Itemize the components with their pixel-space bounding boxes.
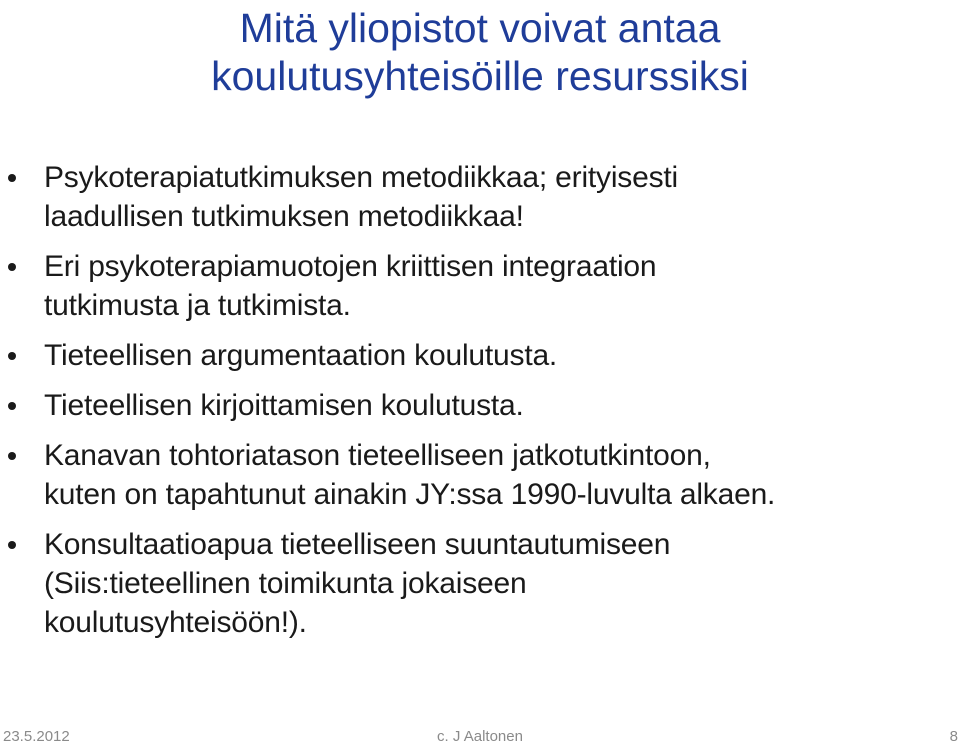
slide-title-line-2: koulutusyhteisöille resurssiksi — [211, 53, 749, 99]
bullet-list — [0, 158, 960, 653]
bullet-text-line: Tieteellisen kirjoittamisen koulutusta. — [44, 389, 524, 422]
bullet-text-line: Psykoterapiatutkimuksen metodiikkaa; erityisesti — [44, 161, 678, 194]
bullet-dot-icon — [8, 541, 16, 549]
bullet-text-line: kuten on tapahtunut ainakin JY:ssa 1990-luvulta alkaen. — [44, 478, 776, 511]
slide-title-line-1: Mitä yliopistot voivat antaa — [239, 5, 721, 51]
bullet-text-line: tutkimusta ja tutkimista. — [44, 289, 351, 322]
bullet-text-line: koulutusyhteisöön!). — [44, 606, 307, 639]
bullet-dot-icon — [8, 263, 16, 271]
bullet-text-line: Eri psykoterapiamuotojen kriittisen integraation — [44, 250, 657, 283]
bullet-text-line: Kanavan tohtoriatason tieteelliseen jatkotutkintoon, — [44, 439, 711, 472]
footer-date: 23.5.2012 — [3, 728, 70, 745]
bullet-item-writing-training — [0, 386, 960, 425]
bullet-item-integration-research — [0, 247, 960, 325]
bullet-dot-icon — [8, 174, 16, 182]
bullet-dot-icon — [8, 452, 16, 460]
bullet-dot-icon — [8, 352, 16, 360]
footer-author: c. J Aaltonen — [437, 728, 523, 745]
bullet-text-line: Tieteellisen argumentaation koulutusta. — [44, 339, 558, 372]
bullet-dot-icon — [8, 402, 16, 410]
bullet-item-consultation — [0, 525, 960, 642]
slide-title — [40, 4, 920, 100]
slide-footer — [0, 728, 960, 746]
bullet-text-line: laadullisen tutkimuksen metodiikkaa! — [44, 200, 524, 233]
footer-page-number: 8 — [949, 728, 958, 745]
bullet-text-line: Konsultaatioapua tieteelliseen suuntautumiseen — [44, 528, 671, 561]
bullet-item-doctoral-channel — [0, 436, 960, 514]
bullet-item-argumentation-training — [0, 336, 960, 375]
bullet-text-line: (Siis:tieteellinen toimikunta jokaiseen — [44, 567, 527, 600]
bullet-item-research-methods — [0, 158, 960, 236]
